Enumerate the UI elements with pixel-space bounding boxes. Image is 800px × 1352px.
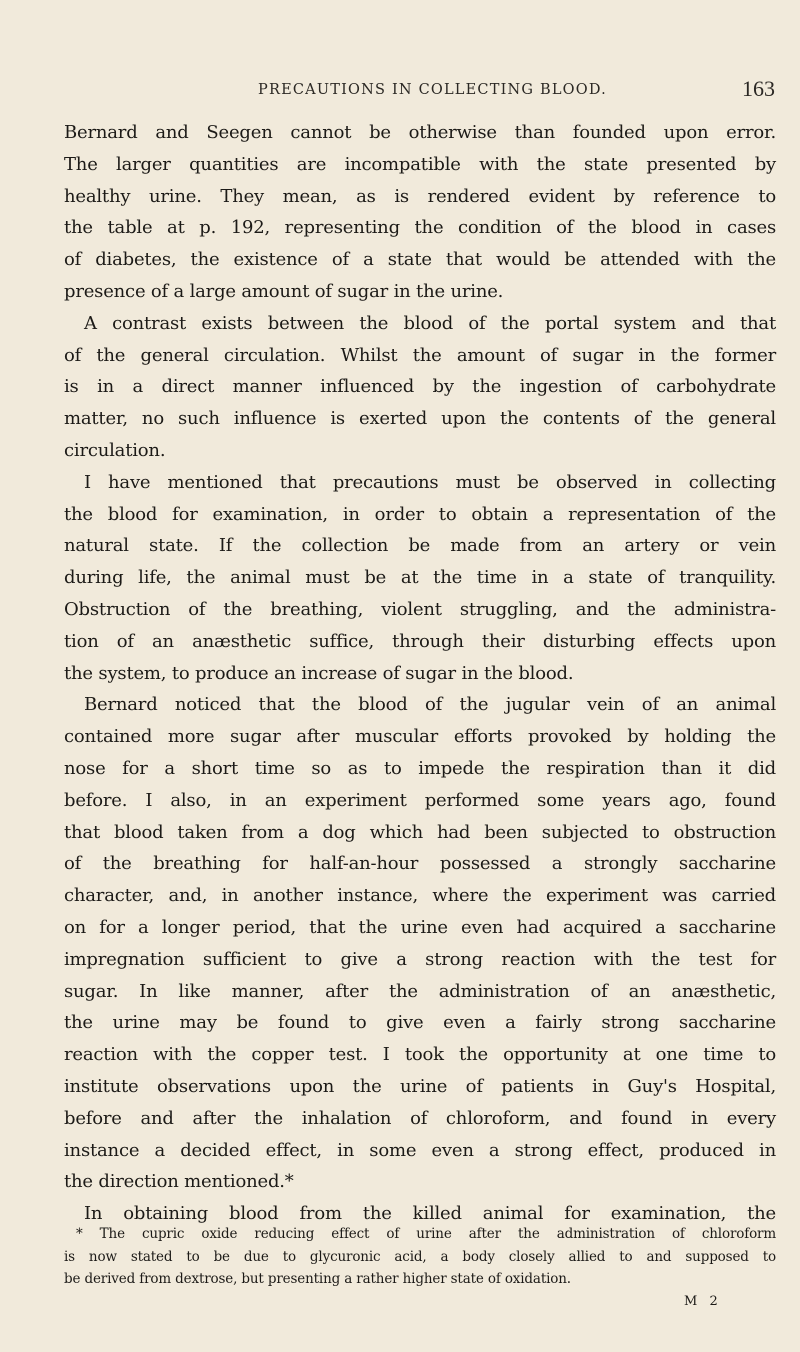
text-line: Obstruction of the breathing, violent struggling, and the administra- [64,598,776,620]
text-line: institute observations upon the urine of patients in Guy's Hospital, [64,1075,776,1097]
text-line: of the breathing for half-an-hour possessed a strongly saccharine [64,853,776,875]
text-line: presence of a large amount of sugar in the urine. [64,280,504,302]
text-line: the system, to produce an increase of sugar in the blood. [64,662,574,684]
body-text [64,117,776,1230]
text-line: is in a direct manner influenced by the ingestion of carbohydrate [64,376,776,398]
signature-mark: M 2 [684,1294,722,1309]
text-line: natural state. If the collection be made from an artery or vein [64,535,776,557]
text-line: during life, the animal must be at the time in a state of tranquility. [64,567,776,589]
text-line: impregnation sufficient to give a strong reaction with the test for [64,948,776,970]
text-line: of the general circulation. Whilst the amount of sugar in the former [64,344,776,366]
text-line: Bernard and Seegen cannot be otherwise than founded upon error. [64,122,776,143]
text-line: before. I also, in an experiment performed some years ago, found [64,789,776,811]
text-line: The larger quantities are incompatible with the state presented by [64,153,776,175]
text-line: circulation. [64,439,166,461]
text-line: on for a longer period, that the urine even had acquired a saccharine [64,916,776,938]
text-line: the direction mentioned.* [64,1171,294,1193]
footnote-line: * The cupric oxide reducing effect of urine after the administration of chloroform [76,1226,776,1242]
footnote-line: be derived from dextrose, but presenting a rather higher state of oxidation. [64,1271,571,1287]
text-line: before and after the inhalation of chloroform, and found in every [64,1107,776,1129]
text-line: matter, no such influence is exerted upon the contents of the general [64,408,776,430]
text-line: contained more sugar after muscular efforts provoked by holding the [64,726,776,748]
text-line: Bernard noticed that the blood of the jugular vein of an animal [84,694,776,716]
text-line: that blood taken from a dog which had been subjected to obstruction [64,821,776,843]
text-line: nose for a short time so as to impede the respiration than it did [64,757,776,779]
text-line: sugar. In like manner, after the administration of an anæsthetic, [64,980,776,1002]
text-line: I have mentioned that precautions must be observed in collecting [84,471,776,493]
text-line: of diabetes, the existence of a state that would be attended with the [64,249,776,271]
text-line: In obtaining blood from the killed animal for examination, the [84,1203,776,1225]
running-head: PRECAUTIONS IN COLLECTING BLOOD. [258,82,607,98]
text-line: instance a decided effect, in some even a strong effect, produced in [64,1139,776,1161]
text-line: reaction with the copper test. I took the opportunity at one time to [64,1044,776,1066]
text-line: the table at p. 192, representing the condition of the blood in cases [64,217,776,239]
text-line: tion of an anæsthetic suffice, through their disturbing effects upon [64,630,776,652]
text-line: character, and, in another instance, where the experiment was carried [64,885,776,907]
footnote [64,1223,776,1291]
text-line: the urine may be found to give even a fairly strong saccharine [64,1012,776,1034]
text-line: A contrast exists between the blood of the portal system and that [84,312,776,334]
text-line: healthy urine. They mean, as is rendered evident by reference to [64,185,776,207]
footnote-line: is now stated to be due to glycuronic acid, a body closely allied to and supposed to [64,1248,776,1265]
page-number: 163 [742,76,775,101]
text-line: the blood for examination, in order to obtain a representation of the [64,503,776,525]
